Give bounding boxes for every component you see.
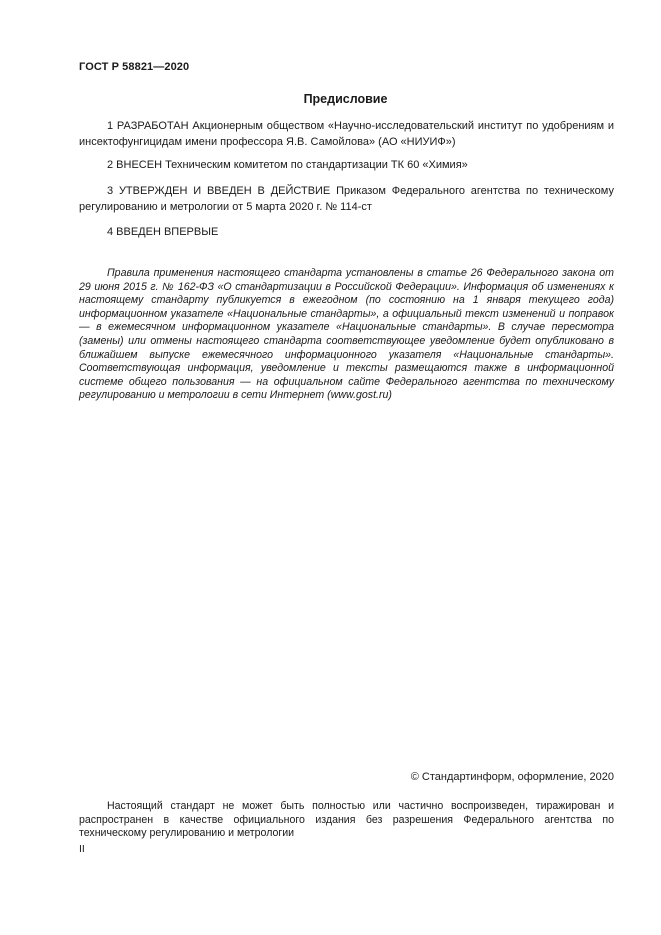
section-title: Предисловие: [303, 92, 388, 106]
page-number: II: [79, 843, 85, 855]
foreword-item-approved: 3 УТВЕРЖДЕН И ВВЕДЕН В ДЕЙСТВИЕ Приказом Федерального агентства по техническому регулированию и метрологии от 5 марта 2020 г. № 114-ст: [79, 185, 614, 213]
foreword-item-introduced: 2 ВНЕСЕН Техническим комитетом по стандартизации ТК 60 «Химия»: [107, 159, 468, 171]
copyright-line: © Стандартинформ, оформление, 2020: [410, 771, 614, 783]
foreword-item-developed: 1 РАЗРАБОТАН Акционерным обществом «Научно-исследовательский институт по удобрениям и инсектофунгицидам имени профессора Я.В. Самойлова» (АО «НИУИФ»): [79, 120, 614, 148]
reproduction-notice: Настоящий стандарт не может быть полностью или частично воспроизведен, тиражирован и распространен в качестве официального издания без разрешения Федерального агентства по техническому регулированию и метрологии: [79, 800, 614, 840]
application-rules-notice: Правила применения настоящего стандарта установлены в статье 26 Федерального закона от 29 июня 2015 г. № 162-ФЗ «О стандартизации в Российской Федерации». Информация об изменениях к настоящему стандарту публикуется в ежегодном (по состоянию на 1 января текущего года) информационном указателе «Национальные стандарты», а официальный текст изменений и поправок — в ежемесячном информационном указателе «Национальные стандарты». В случае пересмотра (замены) или отмены настоящего стандарта соответствующее уведомление будет опубликовано в ближайшем выпуске ежемесячного информационного указателя «Национальные стандарты». Соответствующая информация, уведомление и тексты размещаются также в информационной системе общего пользования — на официальном сайте Федерального агентства по техническому регулированию и метрологии в сети Интернет (www.gost.ru): [79, 267, 614, 402]
document-code: ГОСТ Р 58821—2020: [79, 61, 190, 73]
foreword-item-first-introduced: 4 ВВЕДЕН ВПЕРВЫЕ: [107, 226, 219, 238]
